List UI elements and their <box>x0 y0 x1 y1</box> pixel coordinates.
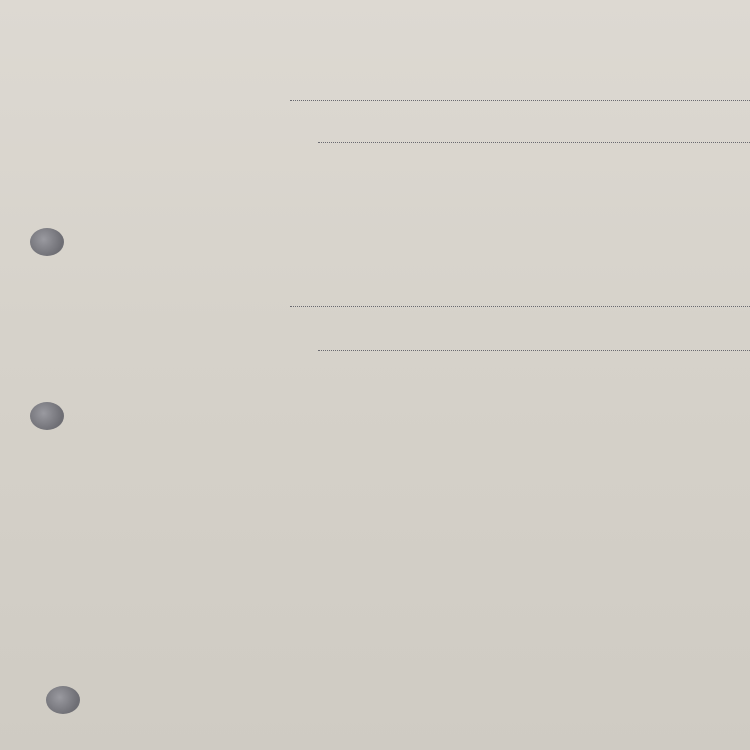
task4-number-badge <box>30 402 64 430</box>
task2-a-answer-line <box>290 100 750 101</box>
task5-number-badge <box>46 686 80 714</box>
task3-b-answer-line <box>318 350 750 351</box>
task2-b-answer-line <box>318 142 750 143</box>
task3-number-badge <box>30 228 64 256</box>
task3-a-answer-line <box>290 306 750 307</box>
